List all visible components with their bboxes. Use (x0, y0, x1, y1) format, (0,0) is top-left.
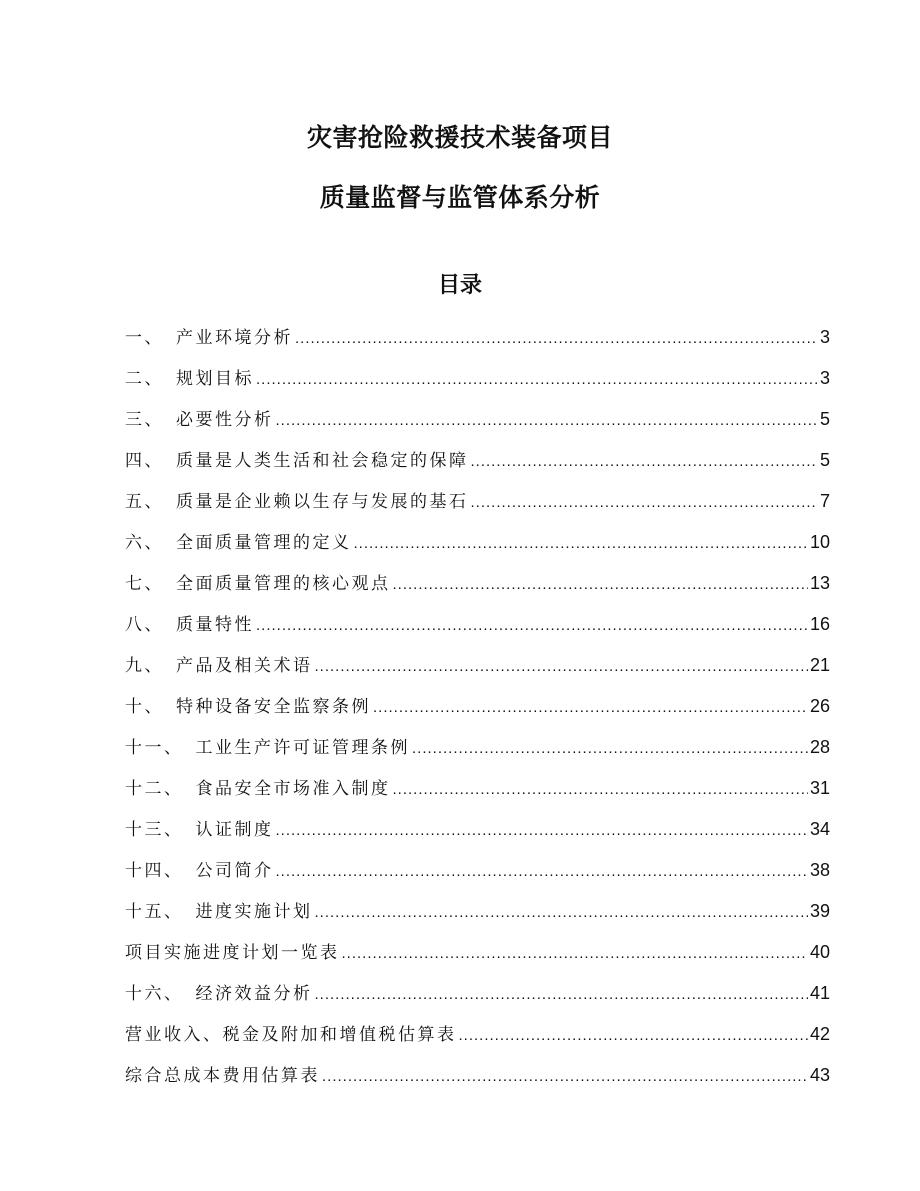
toc-entry-label: 全面质量管理的定义 (176, 533, 352, 553)
toc-entry-label: 必要性分析 (176, 410, 274, 430)
toc-page-number: 3 (819, 368, 830, 388)
toc-entry-label: 食品安全市场准入制度 (195, 779, 391, 799)
toc-entry-label: 综合总成本费用估算表 (125, 1066, 320, 1086)
toc-entry-title (125, 815, 274, 845)
toc-entry-title (125, 1020, 457, 1050)
toc-page-number: 10 (809, 532, 830, 552)
toc-entry-title (125, 979, 313, 1009)
toc-page-number: 5 (819, 409, 830, 429)
toc-entry-label: 公司简介 (195, 861, 274, 881)
toc-entry[interactable] (125, 896, 830, 937)
toc-page-number: 39 (809, 901, 830, 921)
toc-entry-label: 营业收入、税金及附加和增值税估算表 (125, 1025, 457, 1045)
toc-entry[interactable] (125, 404, 830, 445)
toc-dot-leader (276, 406, 818, 436)
toc-dot-leader (256, 611, 808, 641)
toc-page-number: 28 (809, 737, 830, 757)
toc-entry-label: 产业环境分析 (176, 328, 293, 348)
toc-entry-number: 八、 (125, 615, 164, 635)
toc-entry-label: 规划目标 (176, 369, 254, 389)
toc-entry[interactable] (125, 445, 830, 486)
toc-entry-number: 五、 (125, 492, 164, 512)
toc-entry-title (125, 405, 274, 435)
toc-entry-title (125, 446, 469, 476)
toc-entry-title (125, 938, 340, 968)
toc-entry[interactable] (125, 773, 830, 814)
toc-entry-label: 项目实施进度计划一览表 (125, 943, 340, 963)
toc-entry-number: 二、 (125, 369, 164, 389)
toc-entry-number: 十二、 (125, 779, 184, 799)
toc-entry-title (125, 364, 254, 394)
toc-entry-label: 工业生产许可证管理条例 (195, 738, 410, 758)
toc-entry-label: 进度实施计划 (195, 902, 313, 922)
toc-dot-leader (315, 980, 808, 1010)
toc-entry-title (125, 651, 313, 681)
toc-entry-title (125, 692, 371, 722)
toc-entry-title (125, 1061, 320, 1091)
toc-entry-number: 三、 (125, 410, 164, 430)
toc-dot-leader (276, 816, 808, 846)
toc-entry[interactable] (125, 732, 830, 773)
toc-dot-leader (256, 365, 818, 395)
toc-dot-leader (471, 488, 818, 518)
toc-entry[interactable] (125, 814, 830, 855)
toc-page-number: 41 (809, 983, 830, 1003)
toc-dot-leader (322, 1062, 808, 1092)
toc-entry[interactable] (125, 322, 830, 363)
toc-entry-label: 质量特性 (176, 615, 254, 635)
toc-dot-leader (354, 529, 808, 559)
toc-page-number: 42 (809, 1024, 830, 1044)
toc-dot-leader (315, 898, 808, 928)
toc-entry-number: 十、 (125, 697, 164, 717)
toc-entry-title (125, 897, 313, 927)
toc-entry-number: 九、 (125, 656, 164, 676)
toc-entry-title (125, 610, 254, 640)
toc-entry-number: 十四、 (125, 861, 184, 881)
toc-page-number: 26 (809, 696, 830, 716)
toc-entry-number: 四、 (125, 451, 164, 471)
toc-dot-leader (471, 447, 818, 477)
toc-page-number: 16 (809, 614, 830, 634)
toc-page-number: 31 (809, 778, 830, 798)
toc-page-number: 40 (809, 942, 830, 962)
toc-entry[interactable] (125, 691, 830, 732)
toc-entry[interactable] (125, 568, 830, 609)
toc-page-number: 21 (809, 655, 830, 675)
toc-entry-label: 产品及相关术语 (176, 656, 313, 676)
toc-entry-title (125, 487, 469, 517)
toc-heading: 目录 (437, 273, 482, 298)
toc-entry-number: 十一、 (125, 738, 184, 758)
toc-entry[interactable] (125, 937, 830, 978)
toc-entry[interactable] (125, 978, 830, 1019)
toc-entry-number: 一、 (125, 328, 164, 348)
toc-entry-label: 质量是企业赖以生存与发展的基石 (176, 492, 469, 512)
toc-page-number: 34 (809, 819, 830, 839)
toc-entry-label: 认证制度 (195, 820, 274, 840)
toc-page-number: 5 (819, 450, 830, 470)
toc-entry-number: 七、 (125, 574, 164, 594)
toc-entry-label: 特种设备安全监察条例 (176, 697, 371, 717)
toc-page-number: 3 (819, 327, 830, 347)
toc-page-number: 13 (809, 573, 830, 593)
toc-page-number: 43 (809, 1065, 830, 1085)
toc-dot-leader (393, 775, 808, 805)
toc-entry-title (125, 323, 293, 353)
table-of-contents (125, 322, 830, 1101)
toc-entry-title (125, 733, 410, 763)
toc-entry-title (125, 569, 391, 599)
toc-entry-label: 经济效益分析 (195, 984, 313, 1004)
toc-entry-number: 十六、 (125, 984, 184, 1004)
toc-entry[interactable] (125, 855, 830, 896)
toc-dot-leader (373, 693, 808, 723)
toc-dot-leader (459, 1021, 808, 1051)
toc-entry-title (125, 774, 391, 804)
toc-entry[interactable] (125, 1060, 830, 1101)
document-title-line1: 灾害抢险救援技术装备项目 (306, 123, 613, 152)
toc-page-number: 7 (819, 491, 830, 511)
toc-dot-leader (276, 857, 808, 887)
toc-page-number: 38 (809, 860, 830, 880)
toc-entry-number: 十五、 (125, 902, 184, 922)
toc-entry-number: 十三、 (125, 820, 184, 840)
toc-dot-leader (315, 652, 808, 682)
toc-dot-leader (412, 734, 808, 764)
toc-dot-leader (393, 570, 808, 600)
toc-entry-title (125, 856, 274, 886)
toc-entry[interactable] (125, 1019, 830, 1060)
toc-entry[interactable] (125, 486, 830, 527)
toc-entry[interactable] (125, 650, 830, 691)
toc-entry-number: 六、 (125, 533, 164, 553)
document-title-line2: 质量监督与监管体系分析 (319, 183, 601, 212)
toc-entry[interactable] (125, 609, 830, 650)
toc-entry-title (125, 528, 352, 558)
toc-entry-label: 全面质量管理的核心观点 (176, 574, 391, 594)
toc-entry[interactable] (125, 527, 830, 568)
toc-dot-leader (295, 324, 818, 354)
toc-entry-label: 质量是人类生活和社会稳定的保障 (176, 451, 469, 471)
toc-dot-leader (342, 939, 808, 969)
toc-entry[interactable] (125, 363, 830, 404)
